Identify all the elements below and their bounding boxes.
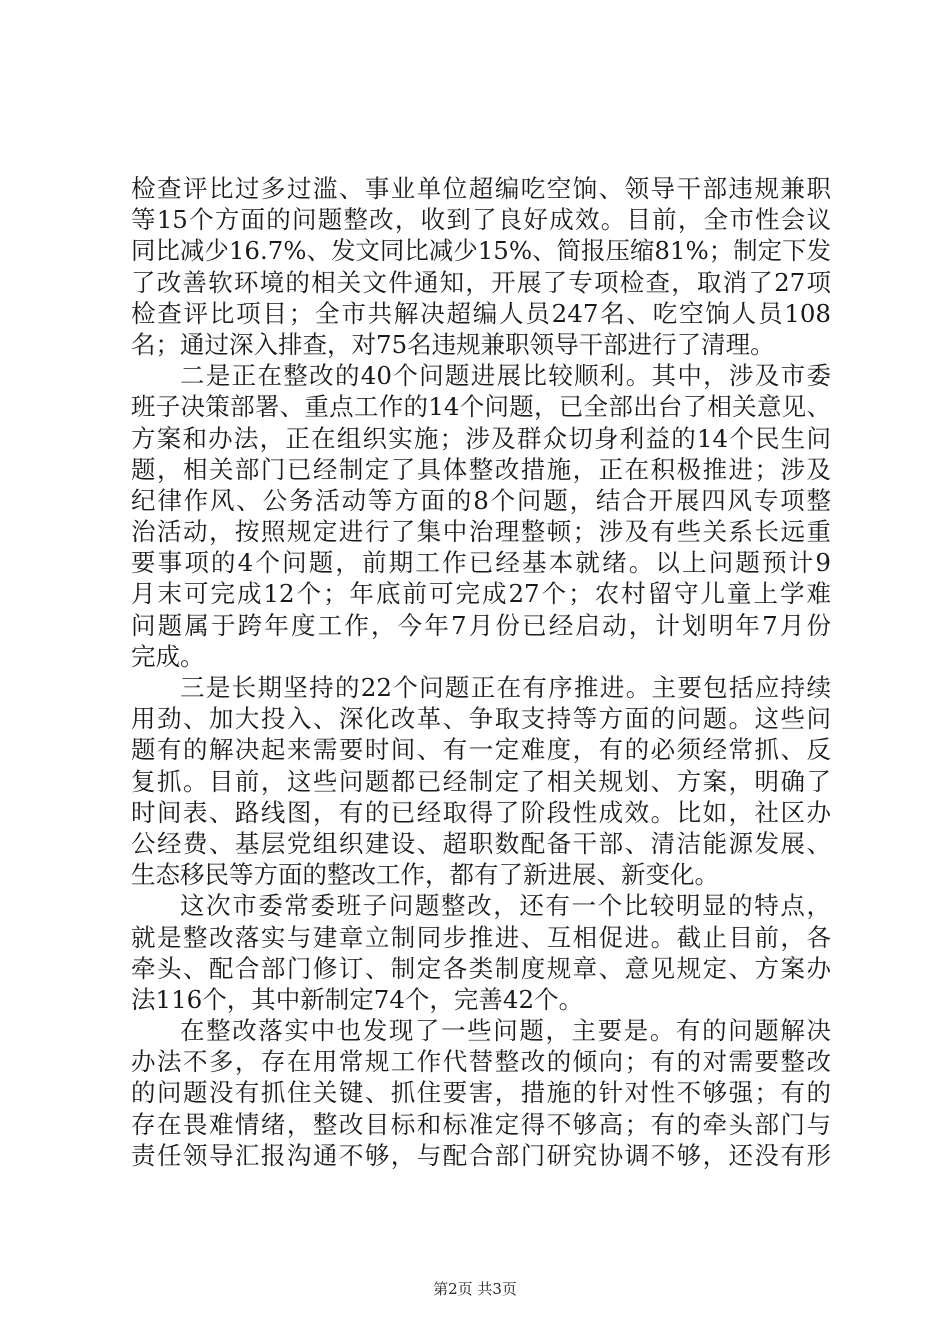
page-footer bbox=[0, 1278, 950, 1299]
text-line: 办法不多，存在用常规工作代替整改的倾向；有的对需要整改 bbox=[131, 1047, 831, 1077]
paragraph-start-line: 在整改落实中也发现了一些问题，主要是。有的问题解决 bbox=[180, 1016, 831, 1046]
paragraph-start-line: 二是正在整改的40个问题进展比较顺利。其中，涉及市委 bbox=[180, 361, 831, 391]
text-line: 用劲、加大投入、深化改革、争取支持等方面的问题。这些问 bbox=[131, 704, 831, 734]
text-line: 题，相关部门已经制定了具体整改措施，正在积极推进；涉及 bbox=[131, 454, 831, 484]
text-line: 检查评比过多过滥、事业单位超编吃空饷、领导干部违规兼职 bbox=[131, 174, 831, 203]
text-line: 了改善软环境的相关文件通知，开展了专项检查，取消了27项 bbox=[131, 267, 831, 297]
page-total: 共3页 bbox=[477, 1280, 517, 1298]
text-line: 治活动，按照规定进行了集中治理整顿；涉及有些关系长远重 bbox=[131, 517, 831, 547]
text-line: 牵头、配合部门修订、制定各类制度规章、意见规定、方案办 bbox=[131, 953, 831, 983]
paragraph-start-line: 这次市委常委班子问题整改，还有一个比较明显的特点， bbox=[180, 891, 831, 921]
text-line: 存在畏难情绪，整改目标和标准定得不够高；有的牵头部门与 bbox=[131, 1109, 831, 1139]
text-line: 同比减少16.7%、发文同比减少15%、简报压缩81%；制定下发 bbox=[131, 236, 831, 266]
text-line: 就是整改落实与建章立制同步推进、互相促进。截止目前，各 bbox=[131, 922, 831, 952]
text-line: 生态移民等方面的整改工作，都有了新进展、新变化。 bbox=[131, 860, 719, 890]
text-line: 责任领导汇报沟通不够，与配合部门研究协调不够，还没有形 bbox=[131, 1140, 831, 1170]
paragraph-start-line: 三是长期坚持的22个问题正在有序推进。主要包括应持续 bbox=[180, 673, 831, 702]
text-line: 时间表、路线图，有的已经取得了阶段性成效。比如，社区办 bbox=[131, 797, 831, 827]
document-body bbox=[131, 173, 831, 1171]
text-line: 检查评比项目；全市共解决超编人员247名、吃空饷人员108 bbox=[131, 298, 831, 328]
text-line: 等15个方面的问题整改，收到了良好成效。目前，全市性会议 bbox=[131, 205, 831, 235]
text-line: 月末可完成12个；年底前可完成27个；农村留守儿童上学难 bbox=[131, 579, 831, 609]
text-line: 复抓。目前，这些问题都已经制定了相关规划、方案，明确了 bbox=[131, 766, 831, 796]
text-line: 公经费、基层党组织建设、超职数配备干部、清洁能源发展、 bbox=[131, 828, 831, 858]
text-line: 方案和办法，正在组织实施；涉及群众切身利益的14个民生问 bbox=[131, 423, 831, 453]
text-line: 完成。 bbox=[131, 641, 205, 671]
text-line: 问题属于跨年度工作，今年7月份已经启动，计划明年7月份 bbox=[131, 610, 831, 640]
text-line: 题有的解决起来需要时间、有一定难度，有的必须经常抓、反 bbox=[131, 735, 831, 765]
text-line: 要事项的4个问题，前期工作已经基本就绪。以上问题预计9 bbox=[131, 548, 831, 578]
text-line: 法116个，其中新制定74个，完善42个。 bbox=[131, 984, 584, 1014]
text-line: 名；通过深入排查，对75名违规兼职领导干部进行了清理。 bbox=[131, 329, 775, 359]
text-line: 纪律作风、公务活动等方面的8个问题，结合开展四风专项整 bbox=[131, 485, 831, 515]
text-line: 的问题没有抓住关键、抓住要害，措施的针对性不够强；有的 bbox=[131, 1078, 831, 1108]
text-line: 班子决策部署、重点工作的14个问题，已全部出台了相关意见、 bbox=[131, 392, 831, 422]
page-number: 第2页 bbox=[433, 1280, 473, 1298]
